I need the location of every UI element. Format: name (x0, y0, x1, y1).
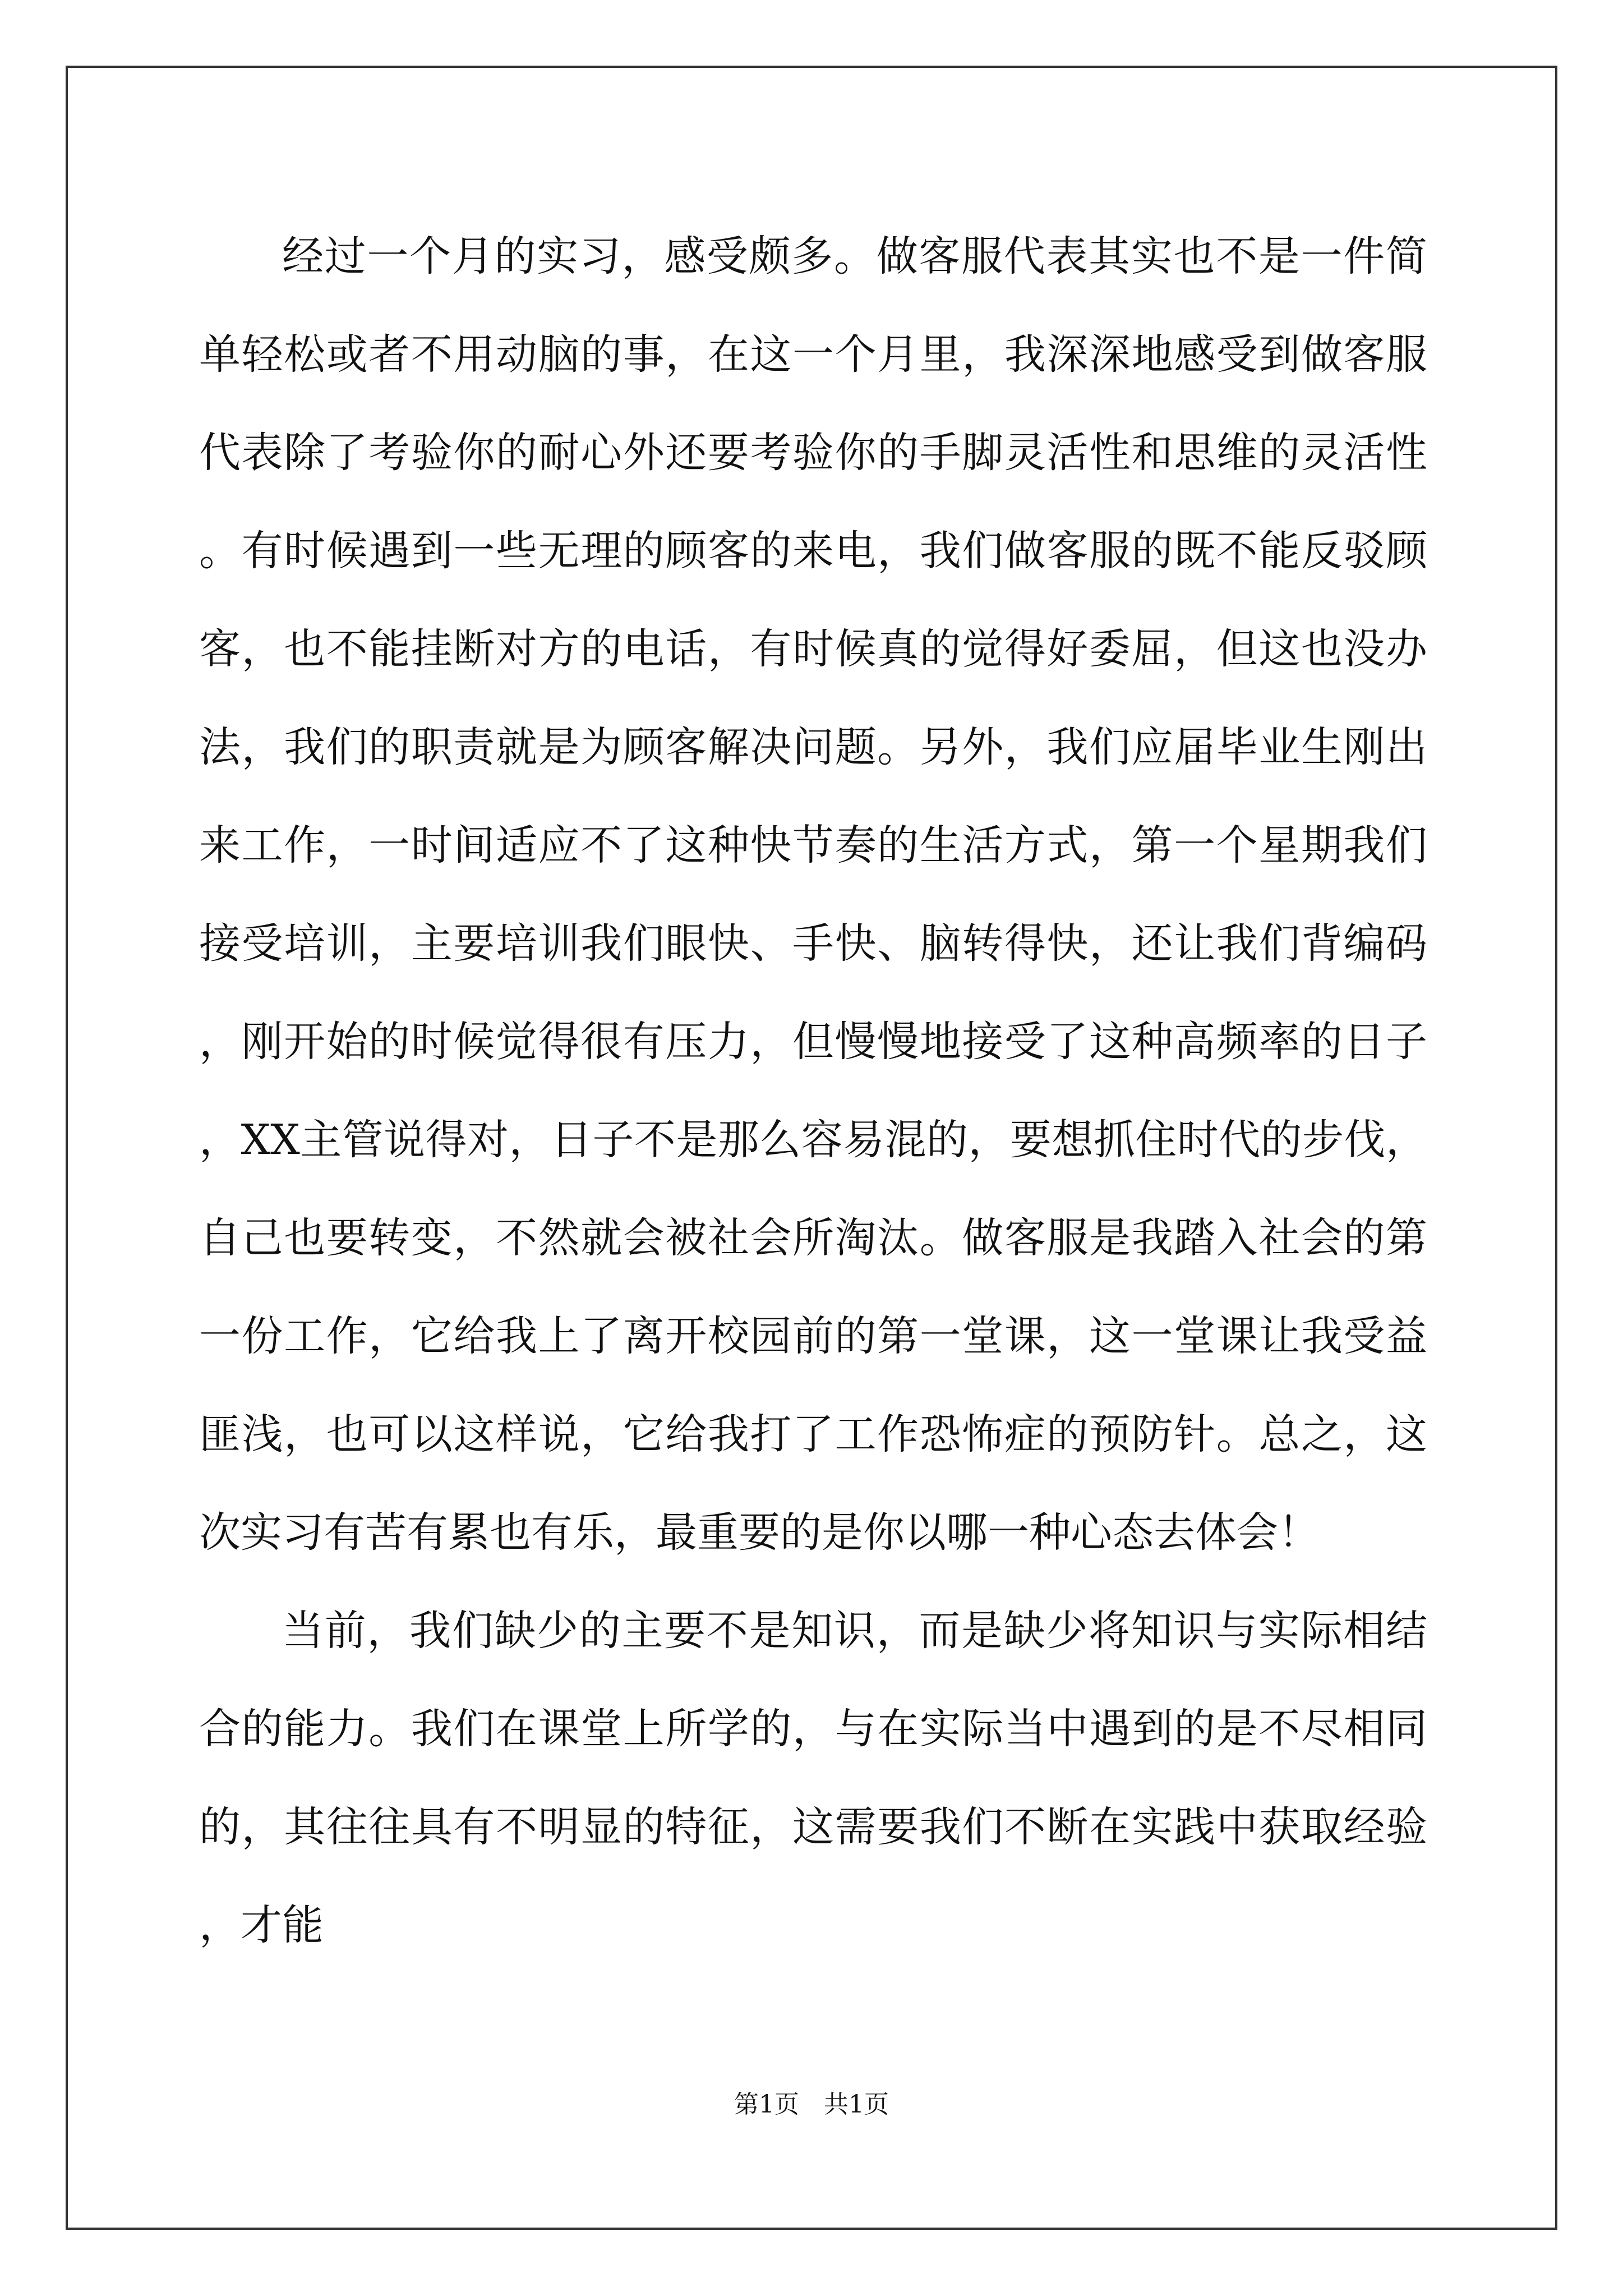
page-number-footer: 第1页 共1页 (734, 2090, 889, 2119)
paragraph-2: 当前，我们缺少的主要不是知识，而是缺少将知识与实际相结合的能力。我们在课堂上所学的，与在实际当中遇到的是不尽相同的，其往往具有不明显的特征，这需要我们不断在实践中获取经验，才能 (199, 1607, 1427, 1949)
document-body (199, 208, 1427, 1975)
paragraph-1: 经过一个月的实习，感受颇多。做客服代表其实也不是一件简单轻松或者不用动脑的事，在这一个月里，我深深地感受到做客服代表除了考验你的耐心外还要考验你的手脚灵活性和思维的灵活性。有时候遇到一些无理的顾客的来电，我们做客服的既不能反驳顾客，也不能挂断对方的电话，有时候真的觉得好委屈，但这也没办法，我们的职责就是为顾客解决问题。另外，我们应届毕业生刚出来工作，一时间适应不了这种快节奏的生活方式，第一个星期我们接受培训，主要培训我们眼快、手快、脑转得快，还让我们背编码，刚开始的时候觉得很有压力，但慢慢地接受了这种高频率的日子，XX主管说得对，日子不是那么容易混的，要想抓住时代的步伐，自己也要转变，不然就会被社会所淘汰。做客服是我踏入社会的第一份工作，它给我上了离开校园前的第一堂课，这一堂课让我受益匪浅，也可以这样说，它给我打了工作恐怖症的预防针。总之，这次实习有苦有累也有乐，最重要的是你以哪一种心态去体会！ (199, 232, 1427, 1557)
